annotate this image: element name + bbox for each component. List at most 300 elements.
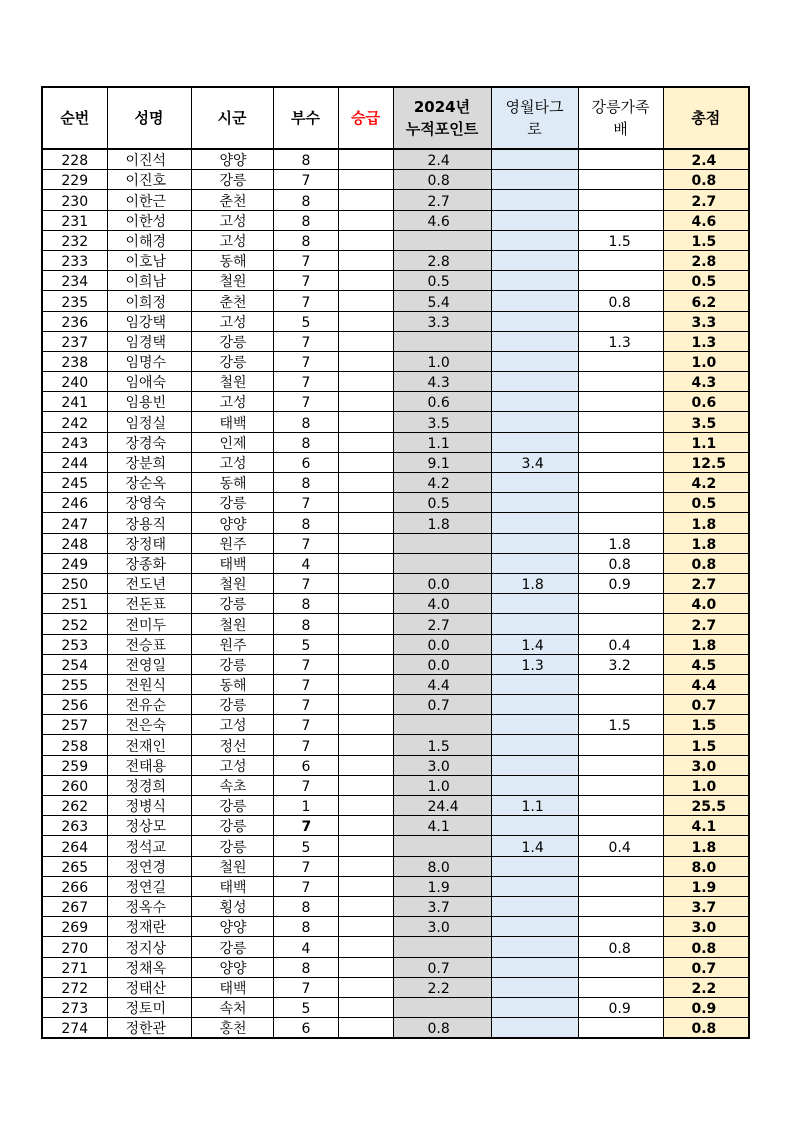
- cell-name-text: 전승표: [125, 637, 167, 654]
- cell-city: [191, 311, 273, 331]
- cell-city-text: 춘천: [219, 294, 247, 311]
- cell-no: [42, 412, 107, 432]
- cell-yeongwol: [491, 230, 578, 250]
- cell-points-text: 0.8: [427, 1021, 450, 1038]
- cell-gangneung-text: [579, 416, 609, 432]
- cell-points-text: 0.0: [427, 637, 450, 654]
- cell-gangneung-text: [579, 961, 609, 977]
- cell-no-text: 259: [61, 758, 89, 775]
- cell-promotion: [338, 553, 393, 573]
- cell-division-text: 7: [301, 375, 311, 392]
- cell-city: [191, 372, 273, 392]
- cell-division: [273, 271, 338, 291]
- cell-yeongwol: [491, 695, 578, 715]
- table-row: [42, 493, 749, 513]
- cell-division-text: 8: [301, 920, 311, 937]
- cell-city: [191, 392, 273, 412]
- cell-promotion: [338, 977, 393, 997]
- cell-yeongwol: [491, 331, 578, 351]
- cell-gangneung-text: [579, 456, 609, 472]
- cell-promotion: [338, 695, 393, 715]
- cell-name: [107, 149, 191, 170]
- cell-gangneung: [578, 997, 663, 1017]
- cell-points-text: 2.7: [427, 617, 450, 634]
- cell-city-text: 동해: [219, 476, 247, 493]
- cell-total-text: 0.8: [691, 1021, 717, 1038]
- cell-name: [107, 452, 191, 472]
- table-row: [42, 836, 749, 856]
- cell-promotion: [338, 937, 393, 957]
- cell-yeongwol-text: 1.8: [521, 577, 544, 594]
- cell-city: [191, 856, 273, 876]
- cell-city-text: 태백: [219, 980, 247, 997]
- cell-division-text: 8: [301, 213, 311, 230]
- cell-points: [393, 735, 491, 755]
- cell-total-text: 3.3: [691, 314, 717, 331]
- cell-no-text: 235: [61, 294, 89, 311]
- cell-gangneung: [578, 674, 663, 694]
- cell-yeongwol: [491, 170, 578, 190]
- cell-gangneung-text: [579, 880, 609, 896]
- cell-division: [273, 1018, 338, 1039]
- cell-city-text: 고성: [219, 718, 247, 735]
- cell-name-text: 전원식: [125, 678, 167, 695]
- cell-yeongwol-text: [492, 173, 522, 189]
- cell-division-text: 8: [301, 516, 311, 533]
- cell-division-text: 5: [301, 1001, 311, 1018]
- cell-yeongwol: [491, 634, 578, 654]
- cell-no-text: 242: [61, 415, 89, 432]
- cell-name-text: 장용직: [125, 516, 167, 533]
- cell-division-text: 7: [301, 254, 311, 271]
- cell-yeongwol: [491, 473, 578, 493]
- cell-name: [107, 271, 191, 291]
- cell-yeongwol: [491, 715, 578, 735]
- cell-city: [191, 715, 273, 735]
- cell-gangneung-text: [579, 476, 609, 492]
- cell-total: [663, 775, 749, 795]
- cell-no-text: 237: [61, 334, 89, 351]
- cell-name-text: 이진호: [125, 173, 167, 190]
- cell-points-text: 0.7: [427, 698, 450, 715]
- table-row: [42, 230, 749, 250]
- cell-city-text: 속처: [219, 1001, 247, 1018]
- cell-city-text: 춘천: [219, 193, 247, 210]
- cell-promotion: [338, 351, 393, 371]
- cell-name: [107, 473, 191, 493]
- cell-promotion: [338, 533, 393, 553]
- cell-name: [107, 977, 191, 997]
- cell-gangneung-text: [579, 739, 609, 755]
- table-row: [42, 1018, 749, 1039]
- cell-name: [107, 796, 191, 816]
- cell-points: [393, 836, 491, 856]
- cell-no: [42, 432, 107, 452]
- cell-yeongwol-text: [492, 416, 522, 432]
- cell-city-text: 원주: [219, 536, 247, 553]
- cell-name: [107, 573, 191, 593]
- cell-promotion: [338, 654, 393, 674]
- cell-yeongwol: [491, 533, 578, 553]
- cell-gangneung: [578, 755, 663, 775]
- cell-no-text: 240: [61, 375, 89, 392]
- cell-no: [42, 553, 107, 573]
- cell-yeongwol: [491, 796, 578, 816]
- cell-points-text: [394, 941, 428, 957]
- cell-no: [42, 170, 107, 190]
- cell-yeongwol-text: [492, 739, 522, 755]
- cell-yeongwol: [491, 432, 578, 452]
- cell-promotion: [338, 473, 393, 493]
- cell-division: [273, 230, 338, 250]
- cell-gangneung-text: [579, 779, 609, 795]
- cell-gangneung: [578, 856, 663, 876]
- cell-points: [393, 473, 491, 493]
- header-name: 성명: [107, 87, 191, 149]
- cell-city: [191, 816, 273, 836]
- cell-points-text: 0.7: [427, 960, 450, 977]
- cell-no-text: 262: [61, 799, 89, 816]
- cell-gangneung: [578, 331, 663, 351]
- cell-points: [393, 614, 491, 634]
- cell-division: [273, 977, 338, 997]
- cell-division-text: 7: [301, 496, 311, 513]
- cell-yeongwol-text: [492, 618, 522, 634]
- cell-no-text: 274: [61, 1021, 89, 1038]
- cell-gangneung-text: 1.3: [608, 334, 631, 351]
- cell-yeongwol: [491, 412, 578, 432]
- cell-total-text: 2.8: [691, 254, 717, 271]
- cell-name: [107, 836, 191, 856]
- cell-yeongwol-text: [492, 779, 522, 795]
- cell-yeongwol-text: [492, 395, 522, 411]
- cell-city: [191, 573, 273, 593]
- cell-gangneung-text: 1.8: [608, 536, 631, 553]
- cell-name-text: 정연길: [125, 879, 167, 896]
- cell-no-text: 265: [61, 859, 89, 876]
- cell-points: [393, 1018, 491, 1039]
- cell-no-text: 273: [61, 1001, 89, 1018]
- cell-gangneung-text: 1.5: [608, 233, 631, 250]
- cell-yeongwol-text: [492, 941, 522, 957]
- cell-yeongwol-text: [492, 335, 522, 351]
- cell-gangneung-text: [579, 355, 609, 371]
- cell-points: [393, 533, 491, 553]
- cell-total: [663, 311, 749, 331]
- cell-total: [663, 533, 749, 553]
- cell-name: [107, 190, 191, 210]
- cell-points: [393, 755, 491, 775]
- cell-yeongwol: [491, 513, 578, 533]
- cell-points: [393, 291, 491, 311]
- cell-gangneung: [578, 372, 663, 392]
- cell-gangneung: [578, 735, 663, 755]
- cell-city: [191, 170, 273, 190]
- cell-no: [42, 331, 107, 351]
- cell-division: [273, 392, 338, 412]
- cell-no: [42, 775, 107, 795]
- cell-total-text: 12.5: [691, 456, 727, 472]
- cell-city-text: 강릉: [219, 355, 247, 372]
- cell-promotion: [338, 755, 393, 775]
- cell-gangneung-text: 0.8: [608, 294, 631, 311]
- cell-total-text: 0.9: [691, 1001, 717, 1018]
- cell-yeongwol: [491, 836, 578, 856]
- cell-gangneung-text: [579, 517, 609, 533]
- cell-points: [393, 654, 491, 674]
- cell-division-text: 8: [301, 415, 311, 432]
- cell-city: [191, 917, 273, 937]
- table-row: [42, 372, 749, 392]
- cell-total-text: 1.9: [691, 879, 717, 896]
- cell-division-text: 7: [301, 980, 311, 997]
- cell-city-text: 철원: [219, 577, 247, 594]
- cell-city-text: 동해: [219, 254, 247, 271]
- cell-points-text: 2.4: [427, 153, 450, 170]
- cell-name-text: 정상모: [125, 819, 167, 836]
- cell-total-text: 0.8: [691, 940, 717, 957]
- cell-points-text: [394, 840, 428, 856]
- cell-promotion: [338, 452, 393, 472]
- header-gangneung-line1: 강릉가족: [591, 98, 650, 116]
- table-row: [42, 614, 749, 634]
- cell-no: [42, 291, 107, 311]
- cell-city-text: 강릉: [219, 839, 247, 856]
- cell-yeongwol: [491, 210, 578, 230]
- table-row: [42, 715, 749, 735]
- cell-division: [273, 796, 338, 816]
- cell-no: [42, 594, 107, 614]
- cell-no: [42, 755, 107, 775]
- cell-name: [107, 311, 191, 331]
- cell-total-text: 1.5: [691, 718, 717, 735]
- cell-total: [663, 695, 749, 715]
- cell-total: [663, 816, 749, 836]
- score-table: [41, 86, 750, 1039]
- cell-division: [273, 654, 338, 674]
- cell-points: [393, 816, 491, 836]
- cell-division: [273, 190, 338, 210]
- cell-total-text: 1.5: [691, 233, 717, 250]
- cell-gangneung-text: [579, 496, 609, 512]
- cell-division-text: 7: [301, 395, 311, 412]
- cell-name: [107, 917, 191, 937]
- cell-city-text: 철원: [219, 274, 247, 291]
- cell-points: [393, 957, 491, 977]
- table-row: [42, 190, 749, 210]
- cell-name: [107, 553, 191, 573]
- cell-no: [42, 250, 107, 270]
- cell-promotion: [338, 775, 393, 795]
- cell-no-text: 236: [61, 314, 89, 331]
- cell-gangneung-text: [579, 920, 609, 936]
- cell-name-text: 이호남: [125, 254, 167, 271]
- cell-gangneung: [578, 775, 663, 795]
- table-row: [42, 937, 749, 957]
- cell-name-text: 전은숙: [125, 718, 167, 735]
- cell-gangneung-text: [579, 799, 609, 815]
- cell-points: [393, 513, 491, 533]
- cell-gangneung-text: 0.4: [608, 637, 631, 654]
- cell-total-text: 1.0: [691, 355, 717, 372]
- cell-city-text: 강릉: [219, 819, 247, 836]
- cell-city: [191, 997, 273, 1017]
- cell-name-text: 정토미: [125, 1001, 167, 1018]
- cell-points: [393, 674, 491, 694]
- cell-points: [393, 896, 491, 916]
- cell-division-text: 8: [301, 960, 311, 977]
- cell-division: [273, 775, 338, 795]
- cell-name-text: 장정태: [125, 536, 167, 553]
- cell-city: [191, 351, 273, 371]
- cell-no: [42, 695, 107, 715]
- cell-yeongwol: [491, 856, 578, 876]
- cell-promotion: [338, 190, 393, 210]
- cell-total-text: 1.8: [691, 516, 717, 533]
- cell-gangneung: [578, 351, 663, 371]
- cell-gangneung-text: [579, 819, 609, 835]
- cell-name: [107, 614, 191, 634]
- cell-division-text: 8: [301, 435, 311, 452]
- cell-yeongwol-text: [492, 153, 522, 169]
- cell-promotion: [338, 392, 393, 412]
- cell-city: [191, 513, 273, 533]
- cell-no: [42, 513, 107, 533]
- cell-promotion: [338, 634, 393, 654]
- cell-name: [107, 250, 191, 270]
- cell-total-text: 2.2: [691, 980, 717, 997]
- cell-no-text: 267: [61, 900, 89, 917]
- cell-no-text: 233: [61, 254, 89, 271]
- cell-yeongwol: [491, 250, 578, 270]
- table-row: [42, 957, 749, 977]
- cell-points-text: 4.6: [427, 213, 450, 230]
- cell-gangneung-text: [579, 1021, 609, 1037]
- cell-total: [663, 594, 749, 614]
- cell-total-text: 4.1: [691, 819, 717, 836]
- cell-gangneung: [578, 190, 663, 210]
- cell-promotion: [338, 917, 393, 937]
- cell-division: [273, 573, 338, 593]
- cell-points: [393, 553, 491, 573]
- cell-division: [273, 674, 338, 694]
- cell-no-text: 251: [61, 597, 89, 614]
- cell-city: [191, 271, 273, 291]
- cell-name-text: 정연경: [125, 859, 167, 876]
- cell-gangneung: [578, 816, 663, 836]
- cell-points: [393, 230, 491, 250]
- cell-yeongwol: [491, 311, 578, 331]
- cell-promotion: [338, 230, 393, 250]
- cell-name-text: 전유순: [125, 698, 167, 715]
- cell-name: [107, 735, 191, 755]
- cell-name-text: 정석교: [125, 839, 167, 856]
- cell-gangneung-text: 0.4: [608, 839, 631, 856]
- cell-yeongwol-text: [492, 557, 522, 573]
- cell-division-text: 7: [301, 173, 311, 190]
- cell-yeongwol: [491, 654, 578, 674]
- cell-promotion: [338, 856, 393, 876]
- cell-points-text: [394, 335, 428, 351]
- cell-name: [107, 755, 191, 775]
- table-row: [42, 452, 749, 472]
- cell-division-text: 7: [301, 718, 311, 735]
- cell-gangneung: [578, 271, 663, 291]
- cell-city-text: 홍천: [219, 1021, 247, 1038]
- cell-promotion: [338, 493, 393, 513]
- cell-total-text: 4.6: [691, 213, 717, 230]
- cell-no-text: 256: [61, 698, 89, 715]
- cell-yeongwol: [491, 553, 578, 573]
- cell-city: [191, 452, 273, 472]
- header-points-line2: 누적포인트: [405, 120, 479, 138]
- header-total: 총점: [663, 87, 749, 149]
- cell-division-text: 7: [301, 355, 311, 372]
- cell-name-text: 임용빈: [125, 395, 167, 412]
- cell-points: [393, 937, 491, 957]
- cell-city: [191, 331, 273, 351]
- cell-total-text: 4.3: [691, 375, 717, 392]
- cell-city-text: 강릉: [219, 334, 247, 351]
- cell-total-text: 4.0: [691, 597, 717, 614]
- cell-division-text: 7: [301, 859, 311, 876]
- cell-points-text: 0.6: [427, 395, 450, 412]
- cell-points-text: [394, 718, 428, 734]
- cell-yeongwol: [491, 149, 578, 170]
- cell-name: [107, 896, 191, 916]
- cell-city: [191, 190, 273, 210]
- header-yeongwol: [491, 87, 578, 149]
- cell-city: [191, 432, 273, 452]
- cell-yeongwol: [491, 1018, 578, 1039]
- cell-name: [107, 695, 191, 715]
- cell-total: [663, 210, 749, 230]
- cell-no: [42, 856, 107, 876]
- cell-yeongwol-text: [492, 194, 522, 210]
- cell-total-text: 1.8: [691, 637, 717, 654]
- header-division: 부수: [273, 87, 338, 149]
- table-header: [42, 87, 749, 149]
- cell-name: [107, 412, 191, 432]
- cell-no: [42, 876, 107, 896]
- cell-gangneung-text: [579, 315, 609, 331]
- cell-division-text: 4: [301, 556, 311, 573]
- cell-points-text: 0.8: [427, 173, 450, 190]
- cell-division-text: 5: [301, 839, 311, 856]
- cell-no: [42, 392, 107, 412]
- cell-total: [663, 452, 749, 472]
- cell-city-text: 철원: [219, 375, 247, 392]
- cell-division: [273, 553, 338, 573]
- cell-points-text: 3.7: [427, 900, 450, 917]
- cell-city-text: 동해: [219, 678, 247, 695]
- cell-total-text: 0.6: [691, 395, 717, 412]
- cell-city-text: 태백: [219, 879, 247, 896]
- cell-promotion: [338, 715, 393, 735]
- cell-city: [191, 775, 273, 795]
- cell-yeongwol-text: [492, 880, 522, 896]
- cell-total-text: 2.7: [691, 577, 717, 594]
- cell-no: [42, 149, 107, 170]
- cell-no-text: 244: [61, 456, 89, 472]
- cell-gangneung: [578, 170, 663, 190]
- cell-no-text: 248: [61, 536, 89, 553]
- table-row: [42, 573, 749, 593]
- cell-gangneung: [578, 917, 663, 937]
- cell-no: [42, 493, 107, 513]
- cell-points: [393, 917, 491, 937]
- cell-yeongwol: [491, 957, 578, 977]
